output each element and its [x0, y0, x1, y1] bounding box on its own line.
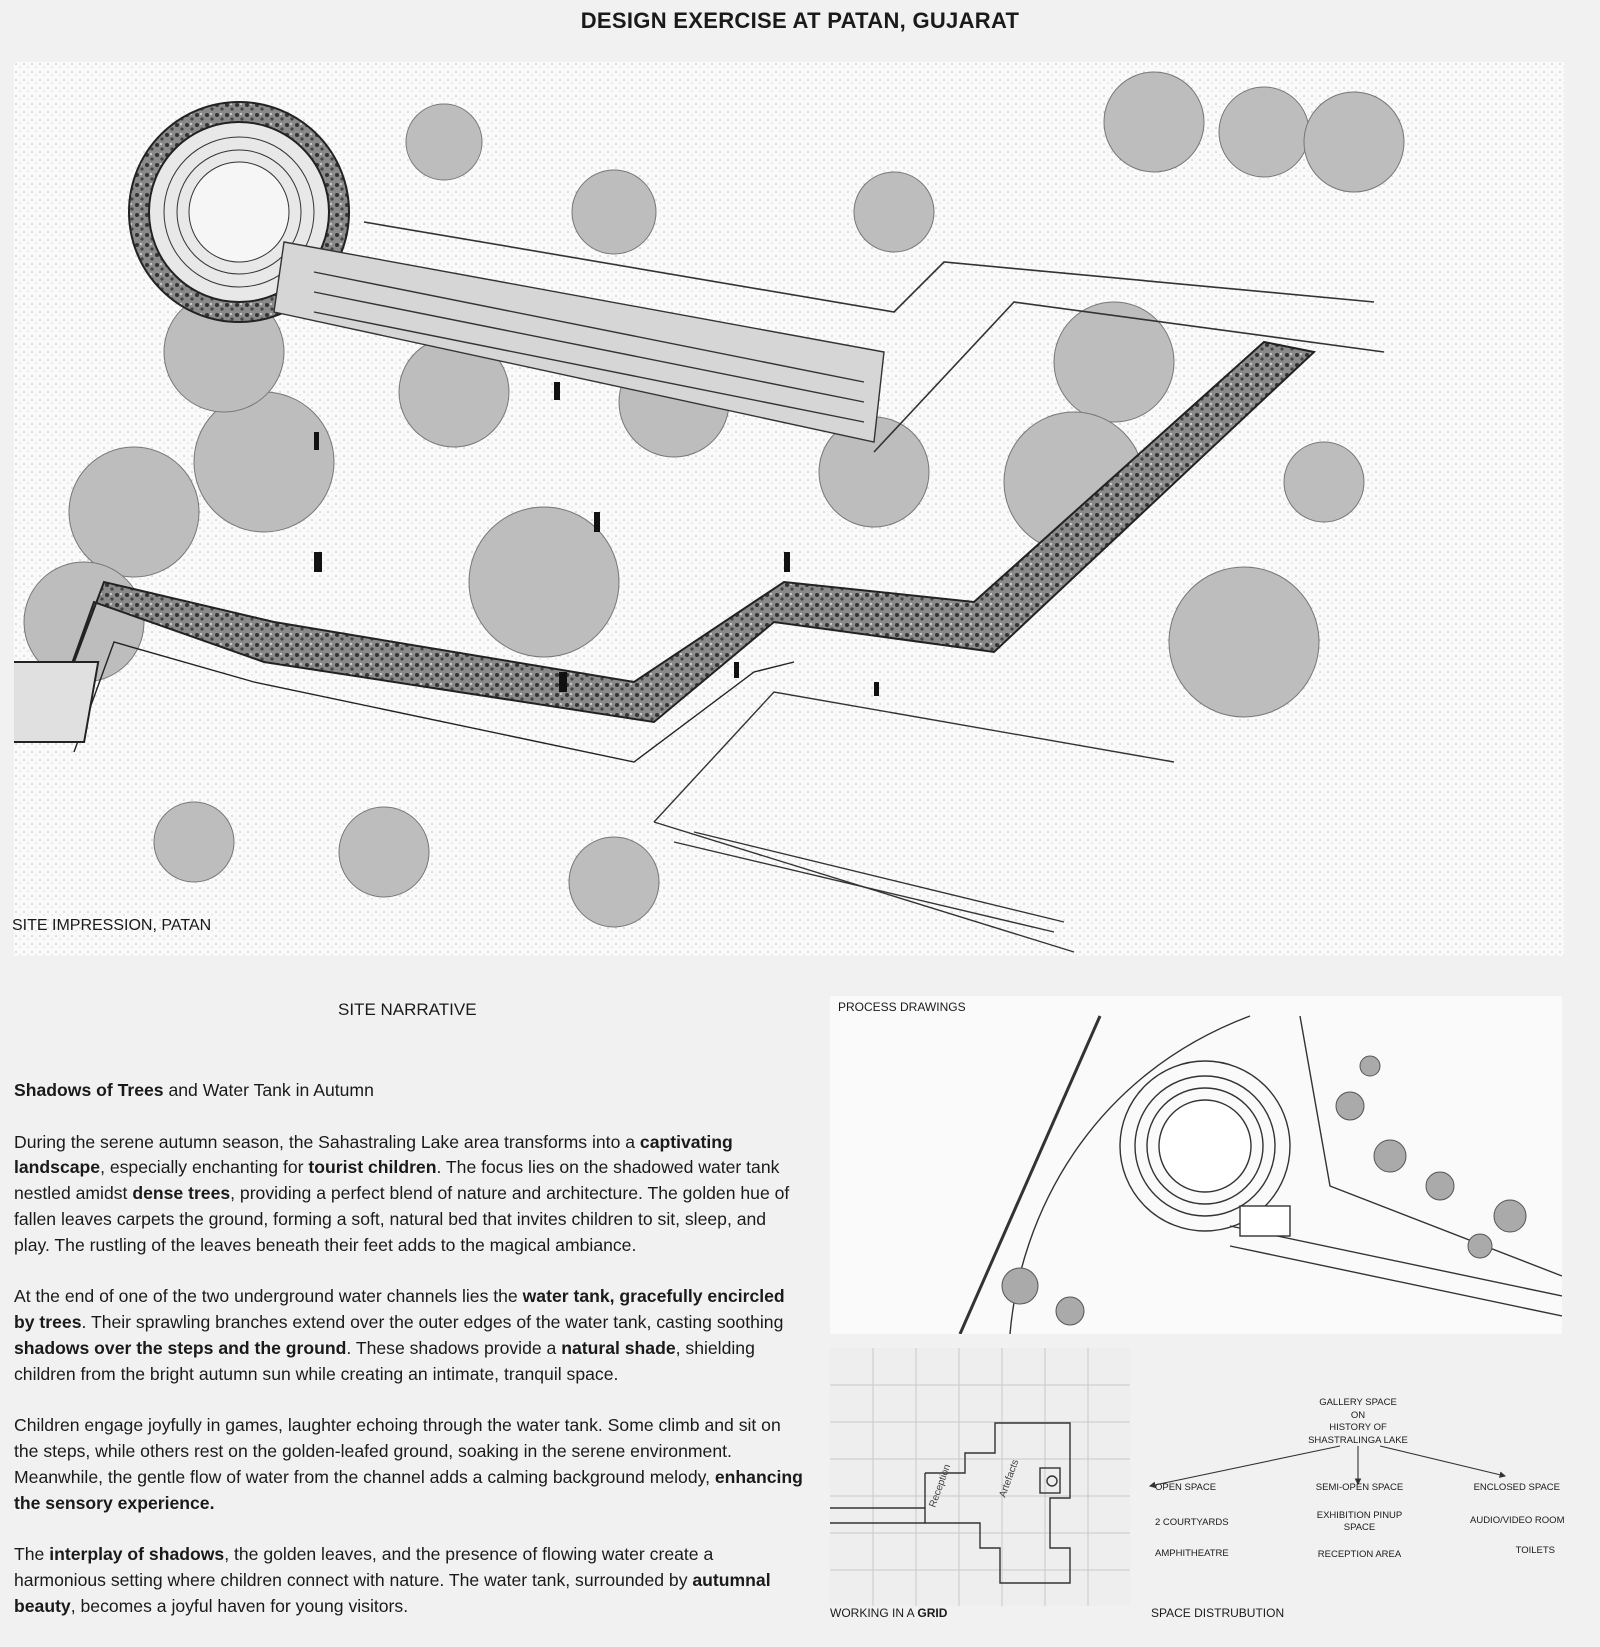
grid-caption-bold: GRID — [917, 1606, 948, 1620]
space-heading-semi-open: SEMI-OPEN SPACE — [1315, 1482, 1404, 1493]
narrative-text-run: . Their sprawling branches extend over the outer edges of the water tank, casting soothing — [81, 1312, 784, 1333]
narrative-paragraph-3 — [14, 1413, 804, 1516]
space-root-line: SHASTRALINGA LAKE — [1308, 1434, 1408, 1446]
space-item: EXHIBITION PINUP SPACE — [1316, 1510, 1403, 1533]
narrative-bold-phrase: autumnal beauty — [14, 1570, 771, 1616]
grid-caption — [830, 1606, 947, 1620]
narrative-text-run: , especially enchanting for — [100, 1157, 309, 1178]
narrative-text-run: , shielding children from the bright autumn sun while creating an intimate, tranquil space. — [14, 1337, 755, 1384]
narrative-text-run: , the golden leaves, and the presence of flowing water create a harmonious setting where children connect with nature. The water tank, surrounded by — [14, 1544, 714, 1591]
narrative-text-run: , providing a perfect blend of nature and architecture. The golden hue of fallen leaves carpets the ground, forming a soft, natural bed that invites children to sit, sleep, and play. The rustling of the leaves beneath their feet adds to the magical ambiance. — [14, 1183, 790, 1255]
process-drawings-label: PROCESS DRAWINGS — [838, 1000, 966, 1014]
space-item: RECEPTION AREA — [1317, 1549, 1402, 1560]
water-tank — [14, 662, 98, 742]
grid-sketch — [830, 1348, 1130, 1606]
page-title: DESIGN EXERCISE AT PATAN, GUJARAT — [580, 8, 1020, 33]
space-root-line: HISTORY OF — [1329, 1422, 1387, 1433]
space-distribution-diagram — [1140, 1390, 1565, 1610]
narrative-paragraph-1 — [14, 1130, 804, 1259]
narrative-heading: SITE NARRATIVE — [338, 1000, 477, 1019]
grid-sketch-drawing — [830, 1348, 1130, 1606]
narrative-bold-phrase: tourist children — [308, 1157, 437, 1178]
narrative-text — [14, 1078, 804, 1646]
space-root-line: GALLERY SPACE — [1319, 1397, 1397, 1408]
narrative-text-run: During the serene autumn season, the Sahastraling Lake area transforms into a — [14, 1131, 640, 1152]
narrative-subtitle-rest: and Water Tank in Autumn — [163, 1080, 374, 1100]
space-item: AMPHITHEATRE — [1155, 1548, 1229, 1559]
narrative-bold-phrase: captivating landscape — [14, 1131, 733, 1178]
narrative-bold-phrase: natural shade — [561, 1337, 676, 1358]
site-impression-sketch — [14, 62, 1564, 956]
narrative-paragraph-2 — [14, 1284, 804, 1387]
space-item: TOILETS — [1515, 1545, 1555, 1556]
grid-sketch-label-artefacts: Artefacts — [997, 1458, 1022, 1500]
process-sketch — [830, 996, 1562, 1334]
space-item: AUDIO/VIDEO ROOM — [1470, 1515, 1565, 1526]
narrative-bold-phrase: dense trees — [132, 1183, 231, 1204]
grid-sketch-label-reception: Reception — [927, 1462, 954, 1510]
narrative-bold-phrase: enhancing the sensory experience. — [14, 1466, 803, 1513]
process-drawing — [830, 996, 1562, 1334]
narrative-text-run: . The focus lies on the shadowed water tank nestled amidst — [14, 1157, 780, 1204]
space-root — [1308, 1397, 1408, 1447]
narrative-text-run: At the end of one of the two underground water channels lies the — [14, 1286, 523, 1307]
space-item: 2 COURTYARDS — [1155, 1517, 1229, 1528]
narrative-bold-phrase: water tank, gracefully encircled by trees — [14, 1286, 785, 1333]
narrative-text-run: Children engage joyfully in games, laughter echoing through the water tank. Some climb and sit on the steps, while others rest on the golden-leafed ground, soaking in the serene environment. Meanwhile, the gentle flow of water from the channel adds a calming background melody, — [14, 1415, 781, 1487]
narrative-text-run: The — [14, 1544, 50, 1565]
narrative-paragraph-4 — [14, 1542, 804, 1619]
narrative-subtitle — [14, 1078, 804, 1104]
narrative-text-run: . These shadows provide a — [346, 1337, 562, 1358]
space-heading-enclosed: ENCLOSED SPACE — [1473, 1482, 1560, 1493]
space-heading-open: OPEN SPACE — [1155, 1482, 1217, 1493]
site-impression-caption: SITE IMPRESSION, PATAN — [12, 917, 212, 934]
grid-caption-pre: WORKING IN A — [830, 1606, 918, 1620]
narrative-bold-phrase: interplay of shadows — [49, 1544, 225, 1565]
narrative-bold-phrase: shadows over the steps and the ground — [14, 1337, 347, 1358]
space-distribution-caption: SPACE DISTRUBUTION — [1151, 1606, 1285, 1620]
site-impression-drawing — [14, 62, 1564, 956]
space-root-line: ON — [1350, 1409, 1366, 1421]
narrative-subtitle-bold: Shadows of Trees — [14, 1080, 164, 1100]
narrative-text-run: , becomes a joyful haven for young visitors. — [70, 1595, 409, 1616]
